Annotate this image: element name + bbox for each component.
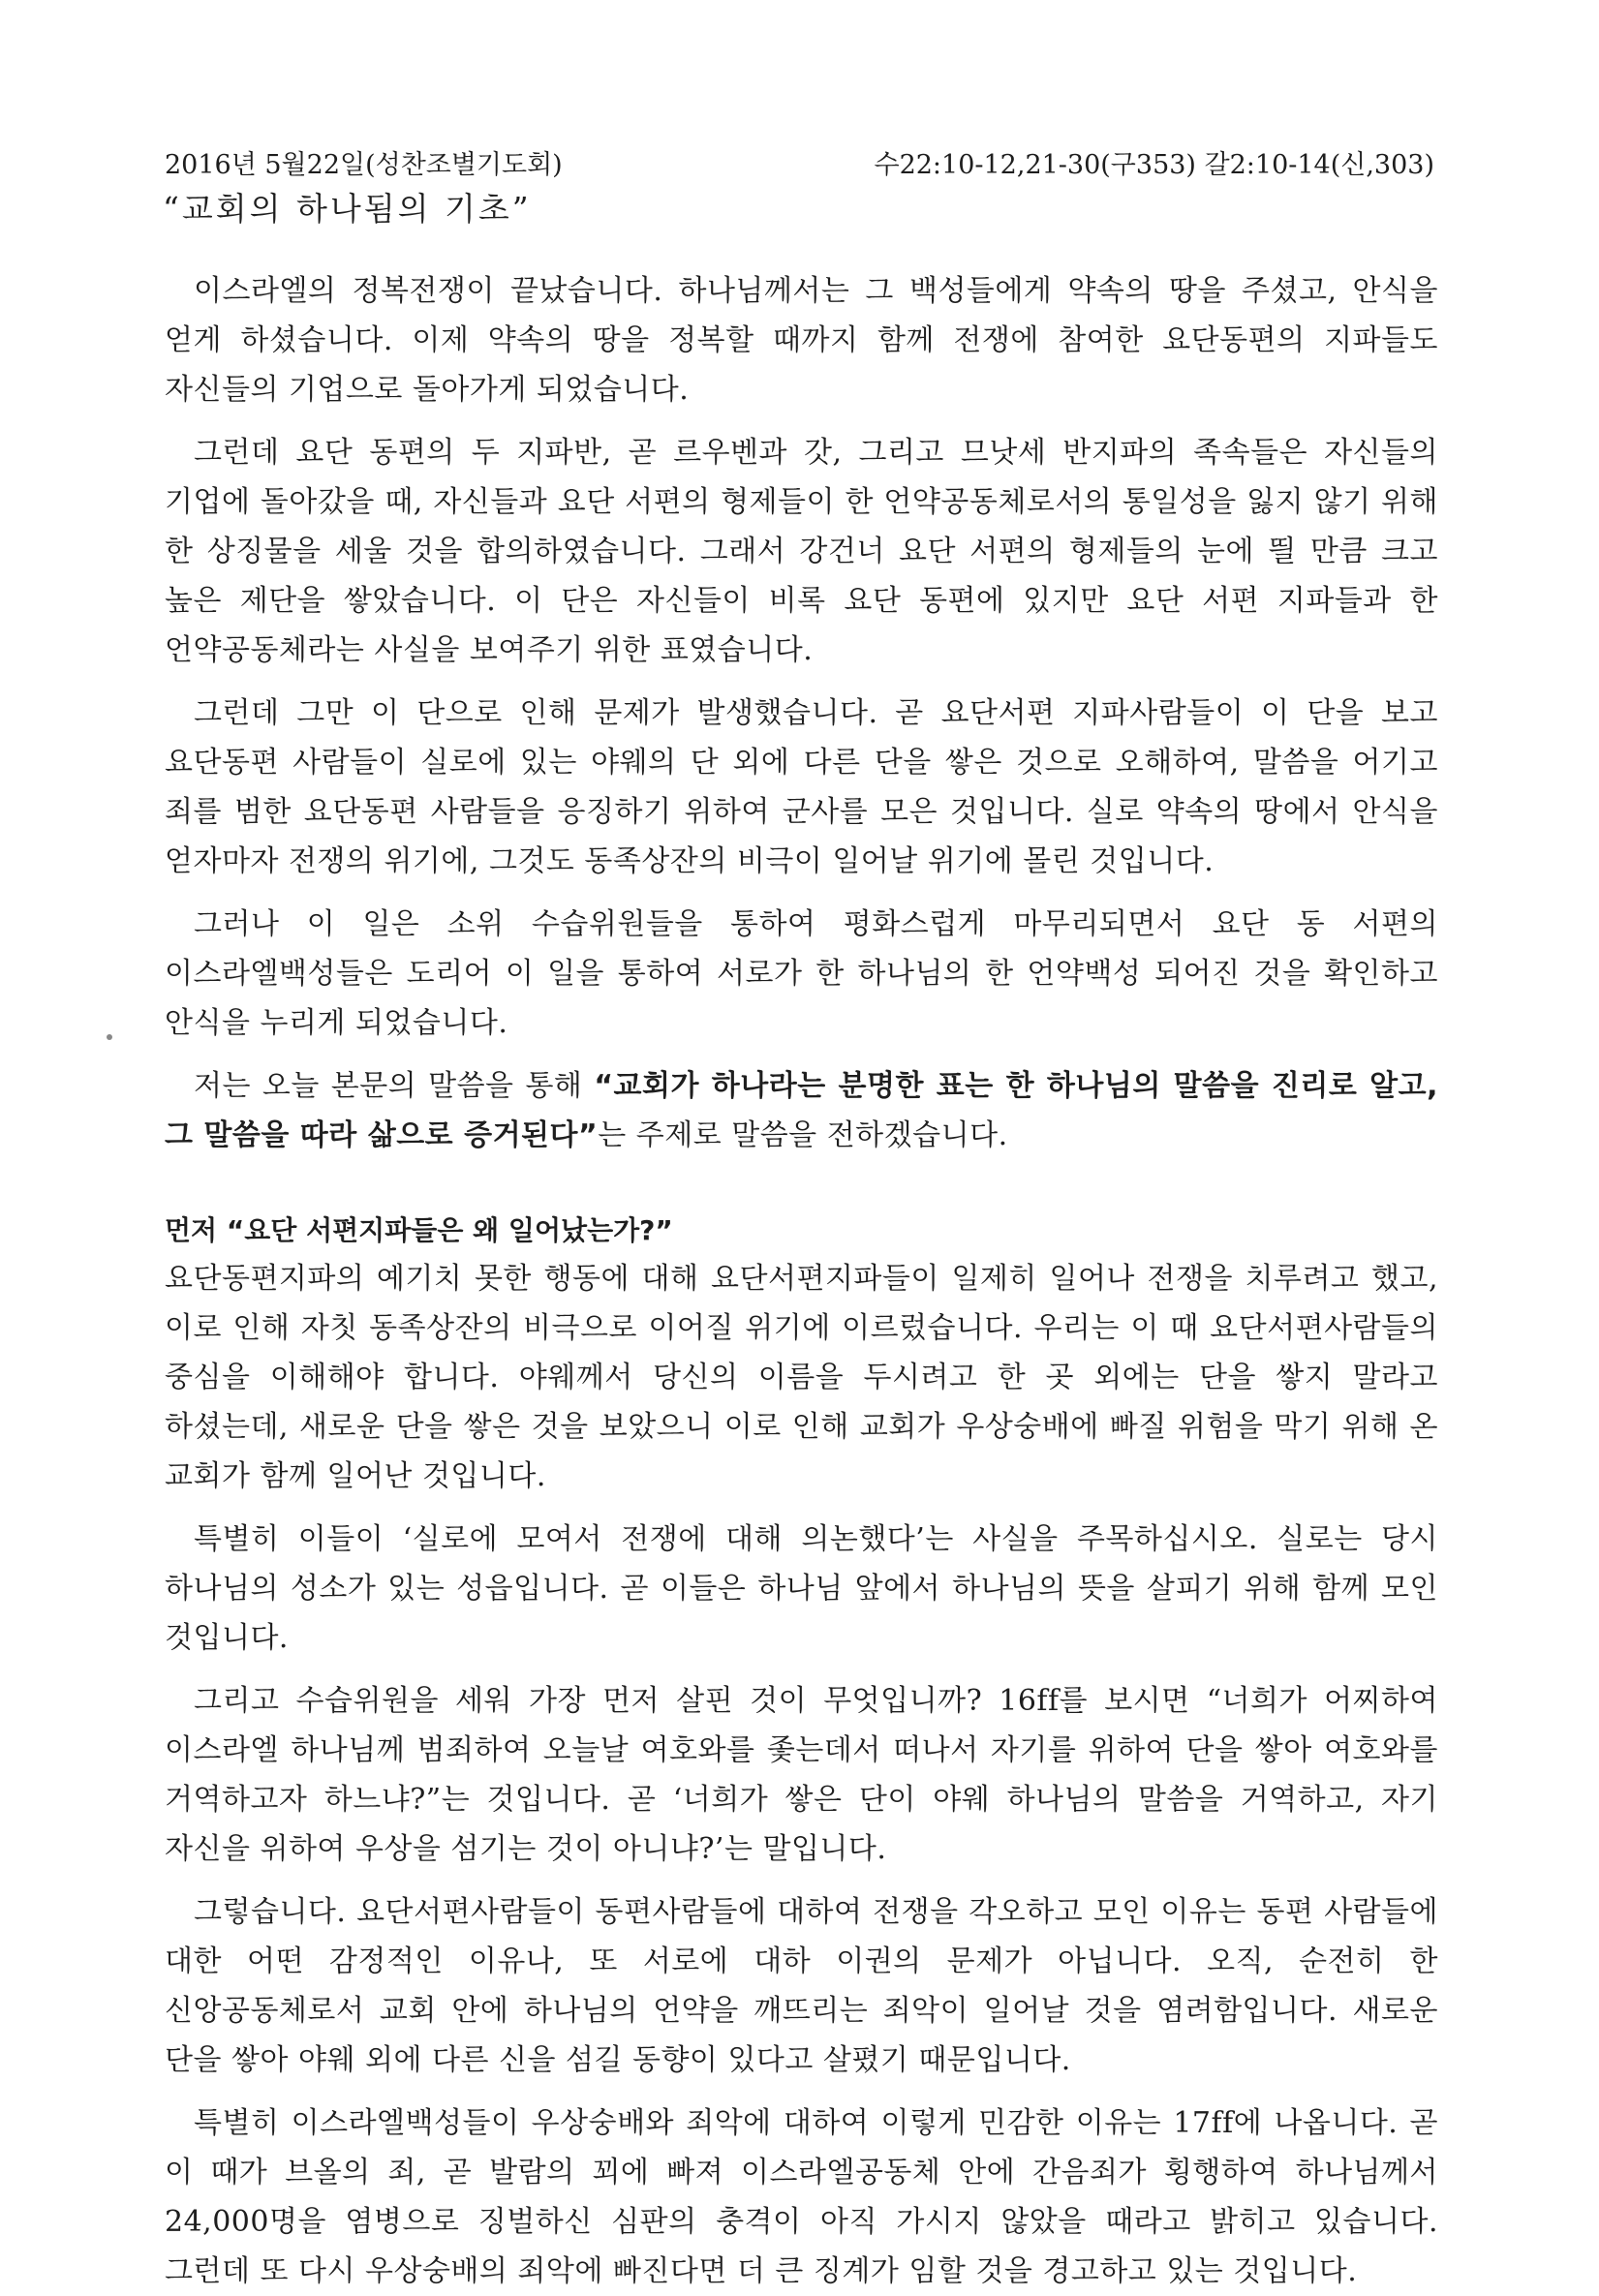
paragraph-3: 그런데 그만 이 단으로 인해 문제가 발생했습니다. 곧 요단서편 지파사람들이 이 단을 보고 요단동편 사람들이 실로에 있는 야웨의 단 외에 다른 단을 쌓은 것으로 오해하여, 말씀을 어기고 죄를 범한 요단동편 사람들을 응징하기 위하여 군사를 모은 것입니다. 실로 약속의 땅에서 안식을 얻자마자 전쟁의 위기에, 그것도 동족상잔의 비극이 일어날 위기에 몰린 것입니다. [165, 696, 1438, 878]
paragraph-2: 그런데 요단 동편의 두 지파반, 곧 르우벤과 갓, 그리고 므낫세 반지파의 족속들은 자신들의 기업에 돌아갔을 때, 자신들과 요단 서편의 형제들이 한 언약공동체로서의 통일성을 잃지 않기 위해 한 상징물을 세울 것을 합의하였습니다. 그래서 강건너 요단 서편의 형제들의 눈에 띌 만큼 크고 높은 제단을 쌓았습니다. 이 단은 자신들이 비록 요단 동편에 있지만 요단 서편 지파들과 한 언약공동체라는 사실을 보여주기 위한 표였습니다. [165, 436, 1438, 667]
section-paragraph-5: 특별히 이스라엘백성들이 우상숭배와 죄악에 대하여 이렇게 민감한 이유는 17ff에 나옵니다. 곧 이 때가 브올의 죄, 곧 발람의 꾀에 빠져 이스라엘공동체 안에 간음죄가 횡행하여 하나님께서 24,000명을 염병으로 징벌하신 심판의 충격이 아직 가시지 않았을 때라고 밝히고 있습니다. 그런데 또 다시 우상숭배의 죄악에 빠진다면 더 큰 징계가 임할 것을 경고하고 있는 것입니다. [165, 2106, 1438, 2288]
section-heading: 먼저 “요단 서편지파들은 왜 일어났는가?” [165, 1214, 673, 1246]
paragraph-1: 이스라엘의 정복전쟁이 끝났습니다. 하나님께서는 그 백성들에게 약속의 땅을 주셨고, 안식을 얻게 하셨습니다. 이제 약속의 땅을 정복할 때까지 함께 전쟁에 참여한 요단동편의 지파들도 자신들의 기업으로 돌아가게 되었습니다. [165, 274, 1438, 407]
section-paragraph-2: 특별히 이들이 ‘실로에 모여서 전쟁에 대해 의논했다’는 사실을 주목하십시오. 실로는 당시 하나님의 성소가 있는 성읍입니다. 곧 이들은 하나님 앞에서 하나님의 뜻을 살피기 위해 함께 모인 것입니다. [165, 1522, 1438, 1655]
section-paragraph-1: 요단동편지파의 예기치 못한 행동에 대해 요단서편지파들이 일제히 일어나 전쟁을 치루려고 했고, 이로 인해 자칫 동족상잔의 비극으로 이어질 위기에 이르렀습니다. 우리는 이 때 요단서편사람들의 중심을 이해해야 합니다. 야웨께서 당신의 이름을 두시려고 한 곳 외에는 단을 쌓지 말라고 하셨는데, 새로운 단을 쌓은 것을 보았으니 이로 인해 교회가 우상숭배에 빠질 위험을 막기 위해 온 교회가 함께 일어난 것입니다. [165, 1262, 1438, 1493]
service-date: 2016년 5월22일(성찬조별기도회) [165, 150, 563, 180]
theme-statement: “교회가 하나라는 분명한 표는 한 하나님의 말씀을 진리로 알고, 그 말씀을 따라 삶으로 증거된다” [165, 1069, 1438, 1152]
section-paragraph-4: 그렇습니다. 요단서편사람들이 동편사람들에 대하여 전쟁을 각오하고 모인 이유는 동편 사람들에 대한 어떤 감정적인 이유나, 또 서로에 대하 이권의 문제가 아닙니다. 오직, 순전히 한 신앙공동체로서 교회 안에 하나님의 언약을 깨뜨리는 죄악이 일어날 것을 염려함입니다. 새로운 단을 쌓아 야웨 외에 다른 신을 섬길 동향이 있다고 살폈기 때문입니다. [165, 1895, 1438, 2077]
sermon-body [165, 237, 1438, 2296]
theme-paragraph: 저는 오늘 본문의 말씀을 통해 “교회가 하나라는 분명한 표는 한 하나님의 말씀을 진리로 알고, 그 말씀을 따라 삶으로 증거된다”는 주제로 말씀을 전하겠습니다. [165, 1069, 1438, 1152]
scripture-reference: 수22:10-12,21-30(구353) 갈2:10-14(신,303) [874, 150, 1434, 180]
section-paragraph-3: 그리고 수습위원을 세워 가장 먼저 살핀 것이 무엇입니까? 16ff를 보시면 “너희가 어찌하여 이스라엘 하나님께 범죄하여 오늘날 여호와를 좇는데서 떠나서 자기를 위하여 단을 쌓아 여호와를 거역하고자 하느냐?”는 것입니다. 곧 ‘너희가 쌓은 단이 야웨 하나님의 말씀을 거역하고, 자기 자신을 위하여 우상을 섬기는 것이 아니냐?’는 말입니다. [165, 1684, 1438, 1866]
scan-speck [107, 1034, 112, 1040]
sermon-title: “교회의 하나됨의 기초” [163, 190, 532, 228]
paragraph-4: 그러나 이 일은 소위 수습위원들을 통하여 평화스럽게 마무리되면서 요단 동 서편의 이스라엘백성들은 도리어 이 일을 통하여 서로가 한 하나님의 한 언약백성 되어진 것을 확인하고 안식을 누리게 되었습니다. [165, 907, 1438, 1040]
